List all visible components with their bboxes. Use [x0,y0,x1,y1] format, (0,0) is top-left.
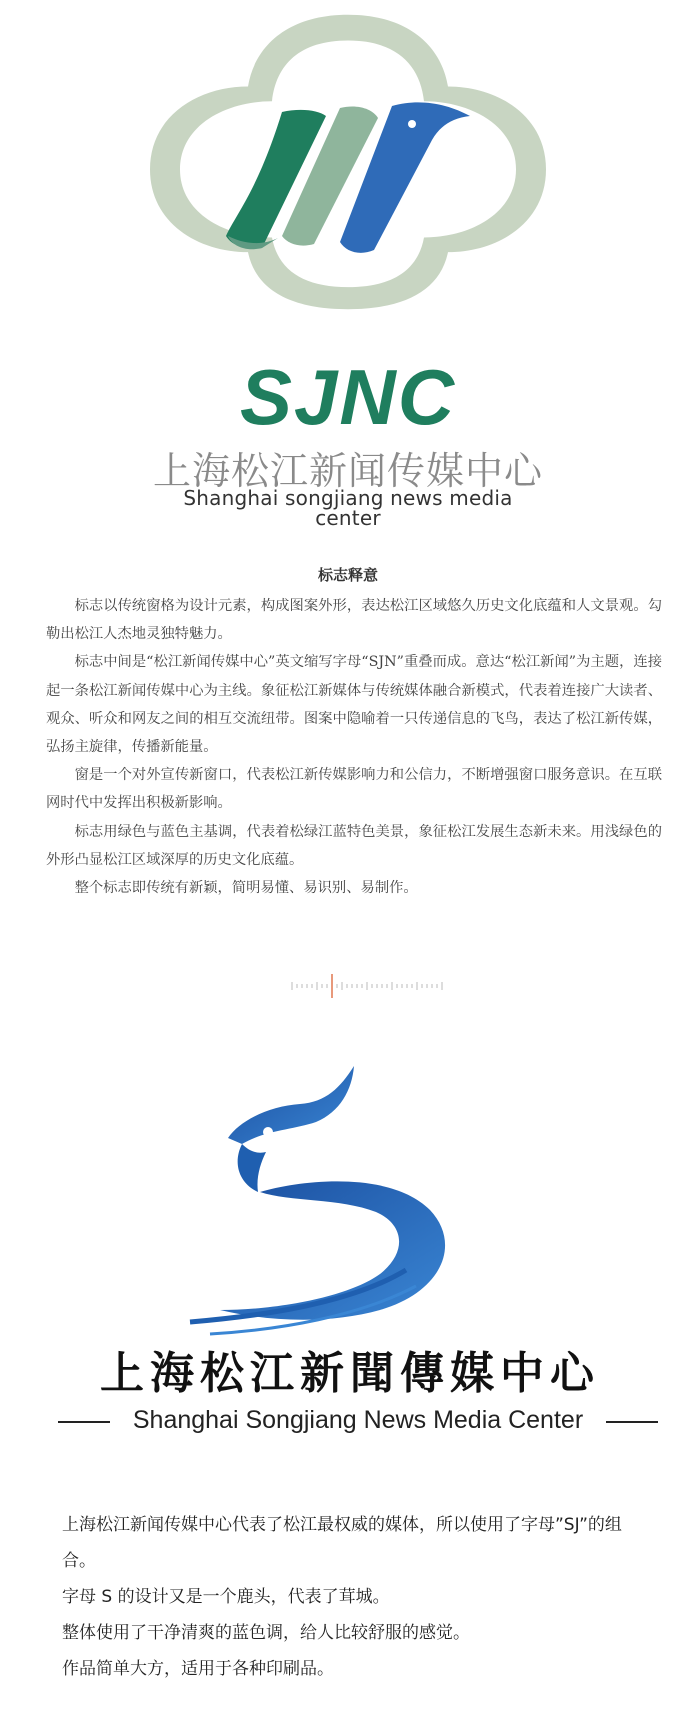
explanation-paragraph: 标志以传统窗格为设计元素，构成图案外形，表达松江区域悠久历史文化底蕴和人文景观。勾勒出松江人杰地灵独特魅力。 [46,598,662,643]
ruler-divider [248,972,488,1000]
logo1-english-name: Shanghai songjiang news media center [183,486,513,530]
logo2-english-row [58,1403,658,1437]
description-line: 作品简单大方，适用于各种印刷品。 [62,1659,334,1679]
explanation-paragraph: 窗是一个对外宣传新窗口，代表松江新传媒影响力和公信力，不断增强窗口服务意识。在互联网时代中发挥出积极新影响。 [46,767,662,812]
logo1-chinese-name: 上海松江新闻传媒中心 [152,449,543,493]
explanation-paragraph: 标志用绿色与蓝色主基调，代表着松绿江蓝特色美景，象征松江发展生态新未来。用浅绿色的外形凸显松江区域深厚的历史文化底蕴。 [46,823,662,868]
sjnc-acronym: SJNC [239,353,457,441]
right-rule [606,1421,658,1423]
explanation-body [46,592,662,902]
explanation-paragraph: 标志中间是“松江新闻传媒中心”英文缩写字母“SJN”重叠而成。意达“松江新闻”为主题，连接起一条松江新闻传媒中心为主线。象征松江新媒体与传统媒体融合新模式，代表着连接广大读者、观众、听众和网友之间的相互交流纽带。图案中隐喻着一只传递信息的飞鸟，表达了松江新传媒，弘扬主旋律，传播新能量。 [46,654,662,756]
window-lattice-logo [0,0,696,330]
logo2-english-name: Shanghai Songjiang News Media Center [132,1406,584,1434]
description-line: 整体使用了干净清爽的蓝色调，给人比较舒服的感觉。 [62,1623,470,1643]
description-line: 上海松江新闻传媒中心代表了松江最权威的媒体，所以使用了字母”SJ”的组合。 [62,1515,622,1571]
logo2-description [62,1507,642,1687]
deer-head-s-logo [180,1060,500,1340]
logo2-chinese-name: 上海松江新聞傳媒中心 [100,1348,600,1399]
left-rule [58,1421,110,1423]
explanation-paragraph: 整个标志即传统有新颖，简明易懂、易识别、易制作。 [74,880,418,897]
description-line: 字母 S 的设计又是一个鹿头，代表了茸城。 [62,1587,390,1607]
explanation-title: 标志释意 [317,566,378,584]
bird-eye [408,120,416,128]
